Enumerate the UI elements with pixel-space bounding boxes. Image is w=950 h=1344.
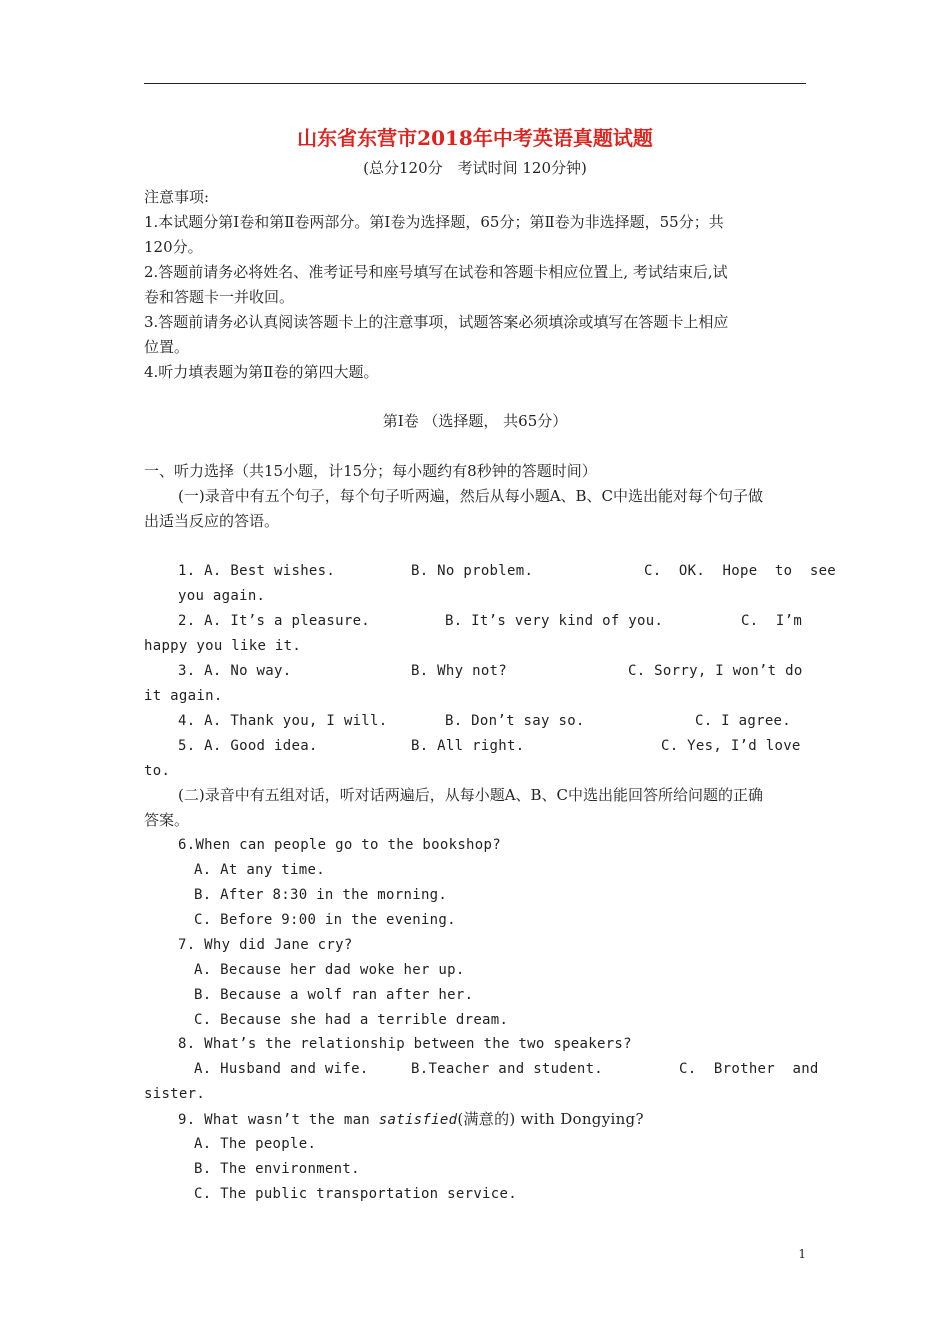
q3-option-a: 3. A. No way.	[178, 663, 292, 679]
sub2-instruction: (二)录音中有五组对话，听对话两遍后，从每小题A、B、C中选出能回答所给问题的正确	[178, 786, 764, 804]
q9-emphasis-word: satisfied	[378, 1112, 458, 1128]
q2-option-b: B. It’s very kind of you.	[445, 613, 664, 629]
notes-line: 卷和答题卡一并收回。	[144, 288, 295, 306]
q7-option-c: C. Because she had a terrible dream.	[194, 1012, 509, 1028]
q6-option-c: C. Before 9:00 in the evening.	[194, 912, 456, 928]
q9-option-b: B. The environment.	[194, 1161, 360, 1177]
q4-option-c: C. I agree.	[695, 713, 792, 729]
q9-option-c: C. The public transportation service.	[194, 1186, 517, 1202]
notes-line: 3.答题前请务必认真阅读答题卡上的注意事项，试题答案必须填涂或填写在答题卡上相应	[144, 313, 729, 331]
notes-line: 120分。	[144, 238, 203, 256]
q7-question: 7. Why did Jane cry?	[178, 937, 353, 953]
notes-line: 4.听力填表题为第Ⅱ卷的第四大题。	[144, 363, 379, 381]
q7-option-a: A. Because her dad woke her up.	[194, 962, 465, 978]
q8-option-c: C. Brother and	[679, 1061, 819, 1077]
q8-option-b: B.Teacher and student.	[411, 1061, 604, 1077]
q2-option-c: C. I’m	[741, 613, 803, 629]
q9-question-rest: (满意的) with Dongying?	[457, 1110, 644, 1128]
q5-option-a: 5. A. Good idea.	[178, 738, 318, 754]
q6-option-b: B. After 8:30 in the morning.	[194, 887, 448, 903]
q2-continuation: happy you like it.	[144, 638, 302, 654]
q5-continuation: to.	[144, 763, 171, 779]
q8-continuation: sister.	[144, 1086, 206, 1102]
section1-heading: 一、听力选择（共15小题，计15分；每小题约有8秒钟的答题时间）	[144, 462, 597, 480]
q3-option-b: B. Why not?	[411, 663, 508, 679]
part1-heading: 第Ⅰ卷 （选择题， 共65分）	[382, 412, 568, 430]
page-number: 1	[798, 1247, 806, 1261]
q7-option-b: B. Because a wolf ran after her.	[194, 987, 474, 1003]
header-rule	[144, 83, 806, 84]
page-subtitle: (总分120分 考试时间 120分钟)	[363, 159, 587, 177]
notes-line: 1.本试题分第Ⅰ卷和第Ⅱ卷两部分。第Ⅰ卷为选择题，65分；第Ⅱ卷为非选择题，55分；共	[144, 213, 724, 231]
q5-option-b: B. All right.	[411, 738, 525, 754]
q5-option-c: C. Yes, I’d love	[661, 738, 801, 754]
q4-option-b: B. Don’t say so.	[445, 713, 585, 729]
q9-question-text: 9. What wasn’t the man	[178, 1112, 379, 1128]
q4-option-a: 4. A. Thank you, I will.	[178, 713, 388, 729]
sub1-instruction: 出适当反应的答语。	[144, 512, 280, 530]
notes-heading: 注意事项:	[144, 188, 210, 206]
q1-option-c: C. OK. Hope to see	[644, 563, 837, 579]
q9-question	[178, 1109, 644, 1130]
q3-continuation: it again.	[144, 688, 223, 704]
q3-option-c: C. Sorry, I won’t do	[628, 663, 803, 679]
notes-line: 2.答题前请务必将姓名、准考证号和座号填写在试卷和答题卡相应位置上, 考试结束后,试	[144, 263, 728, 281]
q1-option-a: 1. A. Best wishes.	[178, 563, 336, 579]
q6-option-a: A. At any time.	[194, 862, 325, 878]
q1-option-b: B. No problem.	[411, 563, 534, 579]
sub2-instruction: 答案。	[144, 811, 190, 829]
notes-line: 位置。	[144, 338, 190, 356]
q2-option-a: 2. A. It’s a pleasure.	[178, 613, 371, 629]
q8-option-a: A. Husband and wife.	[194, 1061, 369, 1077]
q1-continuation: you again.	[178, 588, 266, 604]
sub1-instruction: (一)录音中有五个句子，每个句子听两遍，然后从每小题A、B、C中选出能对每个句子做	[178, 487, 764, 505]
q6-question: 6.When can people go to the bookshop?	[178, 837, 501, 853]
q9-option-a: A. The people.	[194, 1136, 317, 1152]
q8-question: 8. What’s the relationship between the two speakers?	[178, 1036, 632, 1052]
page-title: 山东省东营市2018年中考英语真题试题	[297, 126, 653, 150]
